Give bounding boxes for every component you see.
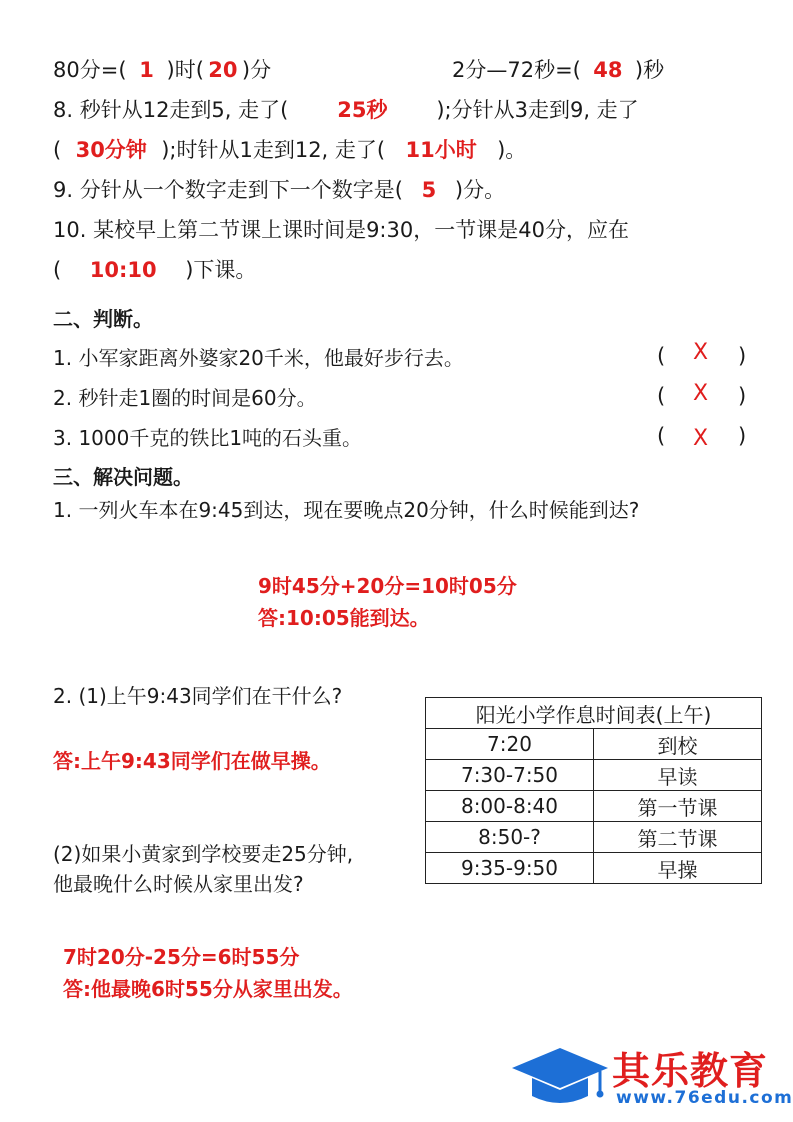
table-row	[426, 729, 762, 760]
graduation-cap-icon	[510, 1044, 610, 1110]
q8-line1	[53, 96, 639, 124]
problem2-part2-calculation: 7时20分-25分=6时55分	[63, 945, 300, 969]
q9-suffix: )分。	[454, 178, 506, 202]
q9-answer: 5	[421, 178, 437, 202]
judge-item-3-close: )	[738, 424, 747, 448]
problem1-text: 1. 一列火车本在9:45到达，现在要晚点20分钟，什么时候能到达?	[53, 498, 640, 522]
schedule-event: 早操	[594, 853, 762, 884]
schedule-table	[425, 697, 762, 884]
judge-item-1-close: )	[738, 344, 747, 368]
q8-line2-suffix: )。	[497, 138, 527, 162]
q7a-answer-hours: 1	[139, 58, 154, 82]
table-row	[426, 822, 762, 853]
schedule-event: 第二节课	[594, 822, 762, 853]
q7a-suffix: )分	[241, 58, 272, 82]
schedule-time: 7:20	[426, 729, 594, 760]
schedule-title: 阳光小学作息时间表(上午)	[426, 698, 762, 729]
q8-answer-seconds: 25秒	[337, 98, 388, 122]
q10-answer: 10:10	[89, 258, 157, 282]
judge-item-1-mark: X	[693, 340, 709, 365]
q7b-answer: 48	[593, 58, 623, 82]
judge-item-2-open: (	[657, 384, 666, 408]
problem2-part1-text: 2. (1)上午9:43同学们在干什么?	[53, 684, 343, 708]
problem2-part2-answer: 答:他最晚6时55分从家里出发。	[63, 977, 353, 1001]
brand-logo-url: www.76edu.com	[616, 1088, 793, 1108]
q10-line2-suffix: )下课。	[185, 258, 257, 282]
schedule-time: 9:35-9:50	[426, 853, 594, 884]
q9-line	[53, 176, 505, 204]
q8-answer-hours: 11小时	[405, 138, 477, 162]
q7a-middle: )时(	[166, 58, 204, 82]
problem1-calculation: 9时45分+20分=10时05分	[258, 574, 517, 598]
judge-item-2-close: )	[738, 384, 747, 408]
q8-line2	[53, 136, 526, 164]
q7b-line	[452, 56, 664, 84]
schedule-event: 到校	[594, 729, 762, 760]
q9-prefix: 9. 分针从一个数字走到下一个数字是(	[53, 178, 403, 202]
problem2-part2-line2: 他最晚什么时候从家里出发?	[53, 872, 304, 896]
table-row	[426, 791, 762, 822]
problem2-part1-answer: 答:上午9:43同学们在做早操。	[53, 749, 331, 773]
q10-line1: 10. 某校早上第二节课上课时间是9:30，一节课是40分，应在	[53, 218, 629, 242]
q7a-prefix: 80分=(	[53, 58, 127, 82]
q7a-line	[53, 56, 271, 84]
q10-line2-prefix: (	[53, 258, 62, 282]
q7b-suffix: )秒	[634, 58, 665, 82]
judge-item-2-mark: X	[693, 381, 709, 406]
q10-line2	[53, 256, 256, 284]
q8-line1-prefix: 8. 秒针从12走到5, 走了(	[53, 98, 289, 122]
q8-line2-middle: );时针从1走到12, 走了(	[161, 138, 386, 162]
problem1-answer: 答:10:05能到达。	[258, 606, 430, 630]
q8-answer-minutes: 30分钟	[75, 138, 147, 162]
q8-line2-prefix: (	[53, 138, 62, 162]
q8-line1-middle: );分针从3走到9, 走了	[436, 98, 639, 122]
table-row	[426, 760, 762, 791]
schedule-time: 8:00-8:40	[426, 791, 594, 822]
table-row	[426, 853, 762, 884]
judge-item-3-text: 3. 1000千克的铁比1吨的石头重。	[53, 426, 363, 450]
schedule-title-row	[426, 698, 762, 729]
problem2-part2-line1: (2)如果小黄家到学校要走25分钟,	[53, 842, 354, 866]
section3-title: 三、解决问题。	[53, 465, 193, 489]
section2-title: 二、判断。	[53, 307, 153, 331]
q7b-prefix: 2分—72秒=(	[452, 58, 581, 82]
schedule-event: 第一节课	[594, 791, 762, 822]
schedule-event: 早读	[594, 760, 762, 791]
schedule-time: 7:30-7:50	[426, 760, 594, 791]
judge-item-3-open: (	[657, 424, 666, 448]
q7a-answer-minutes: 20	[208, 58, 238, 82]
judge-item-1-text: 1. 小军家距离外婆家20千米，他最好步行去。	[53, 346, 464, 370]
judge-item-2-text: 2. 秒针走1圈的时间是60分。	[53, 386, 317, 410]
judge-item-1-open: (	[657, 344, 666, 368]
brand-logo-name: 其乐教育	[612, 1049, 769, 1093]
schedule-time: 8:50-?	[426, 822, 594, 853]
judge-item-3-mark: X	[693, 426, 709, 451]
